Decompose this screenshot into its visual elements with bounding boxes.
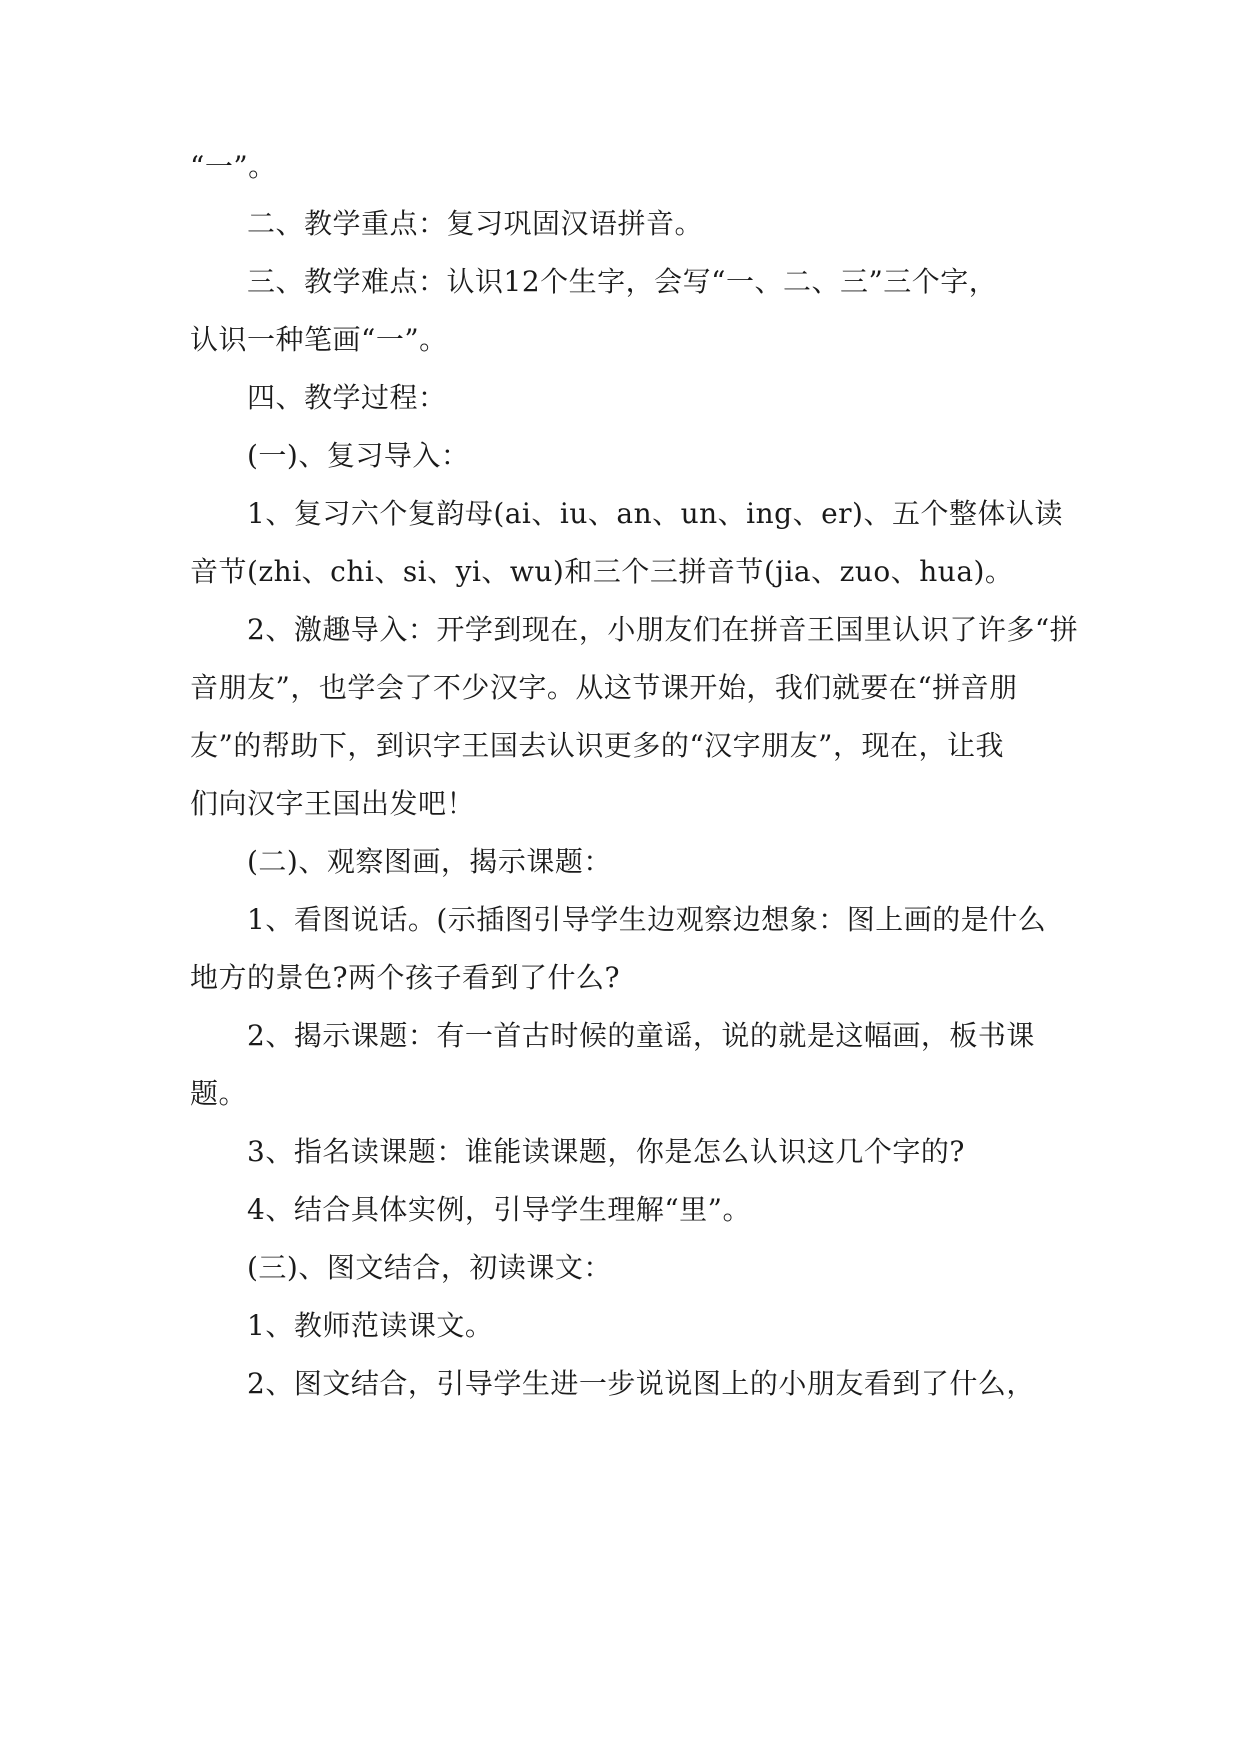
subsection-heading-reading: (三)、图文结合，初读课文：: [247, 1251, 612, 1284]
text-line: 认识一种笔画“一”。: [190, 323, 448, 356]
text-line: 1、看图说话。(示插图引导学生边观察边想象：图上画的是什么: [247, 903, 1047, 936]
text-line: 们向汉字王国出发吧！: [190, 787, 476, 820]
text-line: 音节(zhi、chi、si、yi、wu)和三个三拼音节(jia、zuo、hua)。: [190, 555, 1014, 588]
section-heading-key-points: 二、教学重点：复习巩固汉语拼音。: [247, 207, 704, 240]
text-line: 2、揭示课题：有一首古时候的童谣，说的就是这幅画，板书课: [247, 1019, 1035, 1052]
text-line: 音朋友”，也学会了不少汉字。从这节课开始，我们就要在“拼音朋: [190, 671, 1018, 704]
text-line: 地方的景色?两个孩子看到了什么?: [190, 961, 621, 994]
subsection-heading-review: (一)、复习导入：: [247, 439, 470, 472]
section-heading-process: 四、教学过程：: [247, 381, 447, 414]
text-line: 2、图文结合，引导学生进一步说说图上的小朋友看到了什么，: [247, 1367, 1035, 1400]
text-line: 2、激趣导入：开学到现在，小朋友们在拼音王国里认识了许多“拼: [247, 613, 1079, 646]
subsection-heading-observe: (二)、观察图画，揭示课题：: [247, 845, 612, 878]
text-line: 1、复习六个复韵母(ai、iu、an、un、ing、er)、五个整体认读: [247, 497, 1063, 530]
text-line: 友”的帮助下，到识字王国去认识更多的“汉字朋友”，现在，让我: [190, 729, 1004, 762]
text-line: 题。: [190, 1077, 248, 1110]
text-line: “一”。: [190, 150, 277, 183]
text-line: 4、结合具体实例，引导学生理解“里”。: [247, 1193, 751, 1226]
section-heading-difficulties: 三、教学难点：认识12个生字，会写“一、二、三”三个字，: [247, 265, 998, 298]
text-line: 1、教师范读课文。: [247, 1309, 494, 1342]
text-line: 3、指名读课题：谁能读课题，你是怎么认识这几个字的?: [247, 1135, 965, 1168]
